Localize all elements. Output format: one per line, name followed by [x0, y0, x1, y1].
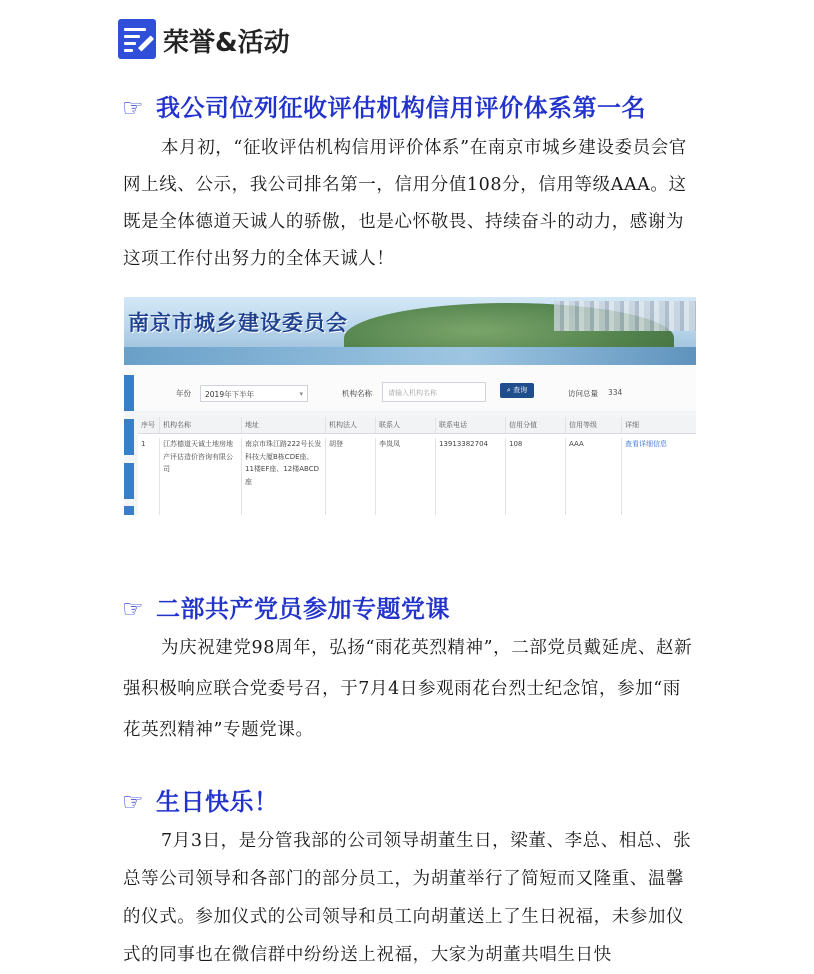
col-header: 序号	[138, 417, 160, 433]
banner-title: 南京市城乡建设委员会	[128, 310, 348, 335]
table-header	[138, 417, 696, 434]
cell-credit-grade: AAA	[566, 438, 622, 515]
query-button[interactable]: ⌕ 查询	[500, 383, 534, 398]
section-title-party-lesson: ☞ 二部共产党员参加专题党课	[122, 594, 451, 623]
col-header: 信用分值	[506, 417, 566, 433]
visits-label: 访问总量	[568, 389, 598, 398]
col-header: 联系电话	[436, 417, 506, 433]
website-banner	[124, 297, 696, 365]
pointing-hand-icon: ☞	[122, 94, 145, 122]
section-title-credit-ranking: ☞ 我公司位列征收评估机构信用评价体系第一名	[122, 93, 647, 122]
table-row	[138, 434, 696, 515]
cell-index: 1	[138, 438, 160, 515]
credit-evaluation-screenshot	[124, 297, 696, 515]
view-details-link[interactable]: 查看详细信息	[625, 440, 667, 448]
cell-org-name: 江苏德道天诚土地房地产评估造价咨询有限公司	[160, 438, 242, 515]
section-paragraph-party-lesson: 为庆祝建党98周年，弘扬“雨花英烈精神”，二部党员戴延虎、赵新强积极响应联合党委号召，于7月4日参观雨花台烈士纪念馆，参加“雨花英烈精神”专题党课。	[123, 638, 693, 740]
section-paragraph-credit-ranking: 本月初，“征收评估机构信用评价体系”在南京市城乡建设委员会官网上线、公示，我公司排名第一，信用分值108分，信用等级AAA。这既是全体德道天诚人的骄傲，也是心怀敬畏、持续奋斗的动力，感谢为这项工作付出努力的全体天诚人！	[123, 138, 687, 269]
cell-phone: 13913382704	[436, 438, 506, 515]
logo-icon	[118, 19, 156, 59]
cell-address: 南京市珠江路222号长发科技大厦B栋CDE座、11楼EF座、12楼ABCD座	[242, 438, 326, 515]
org-name-input[interactable]: 请输入机构名称	[382, 382, 486, 402]
search-icon: ⌕	[506, 386, 511, 394]
cell-legal-person: 胡登	[326, 438, 376, 515]
col-header: 机构法人	[326, 417, 376, 433]
org-name-label: 机构名称	[342, 389, 372, 398]
search-bar	[124, 365, 696, 411]
year-label: 年份	[176, 389, 191, 398]
col-header: 地址	[242, 417, 326, 433]
chevron-down-icon: ▾	[299, 390, 303, 398]
visits-count: 334	[608, 388, 623, 397]
year-select[interactable]: 2019年下半年 ▾	[200, 385, 308, 402]
section-paragraph-birthday: 7月3日，是分管我部的公司领导胡董生日，梁董、李总、相总、张总等公司领导和各部门的部分员工，为胡董举行了简短而又隆重、温馨的仪式。参加仪式的公司领导和员工向胡董送上了生日祝福，未参加仪式的同事也在微信群中纷纷送上祝福，大家为胡董共唱生日快	[123, 831, 692, 965]
page-title: 荣誉&活动	[163, 28, 290, 58]
credit-table	[138, 417, 696, 515]
section-title-birthday: ☞ 生日快乐！	[122, 787, 279, 816]
pointing-hand-icon: ☞	[122, 595, 145, 623]
pointing-hand-icon: ☞	[122, 788, 145, 816]
col-header: 机构名称	[160, 417, 242, 433]
col-header: 详细	[625, 421, 639, 429]
col-header: 信用等级	[566, 417, 622, 433]
cell-contact: 李岚凤	[376, 438, 436, 515]
cell-credit-score: 108	[506, 438, 566, 515]
col-header: 联系人	[376, 417, 436, 433]
